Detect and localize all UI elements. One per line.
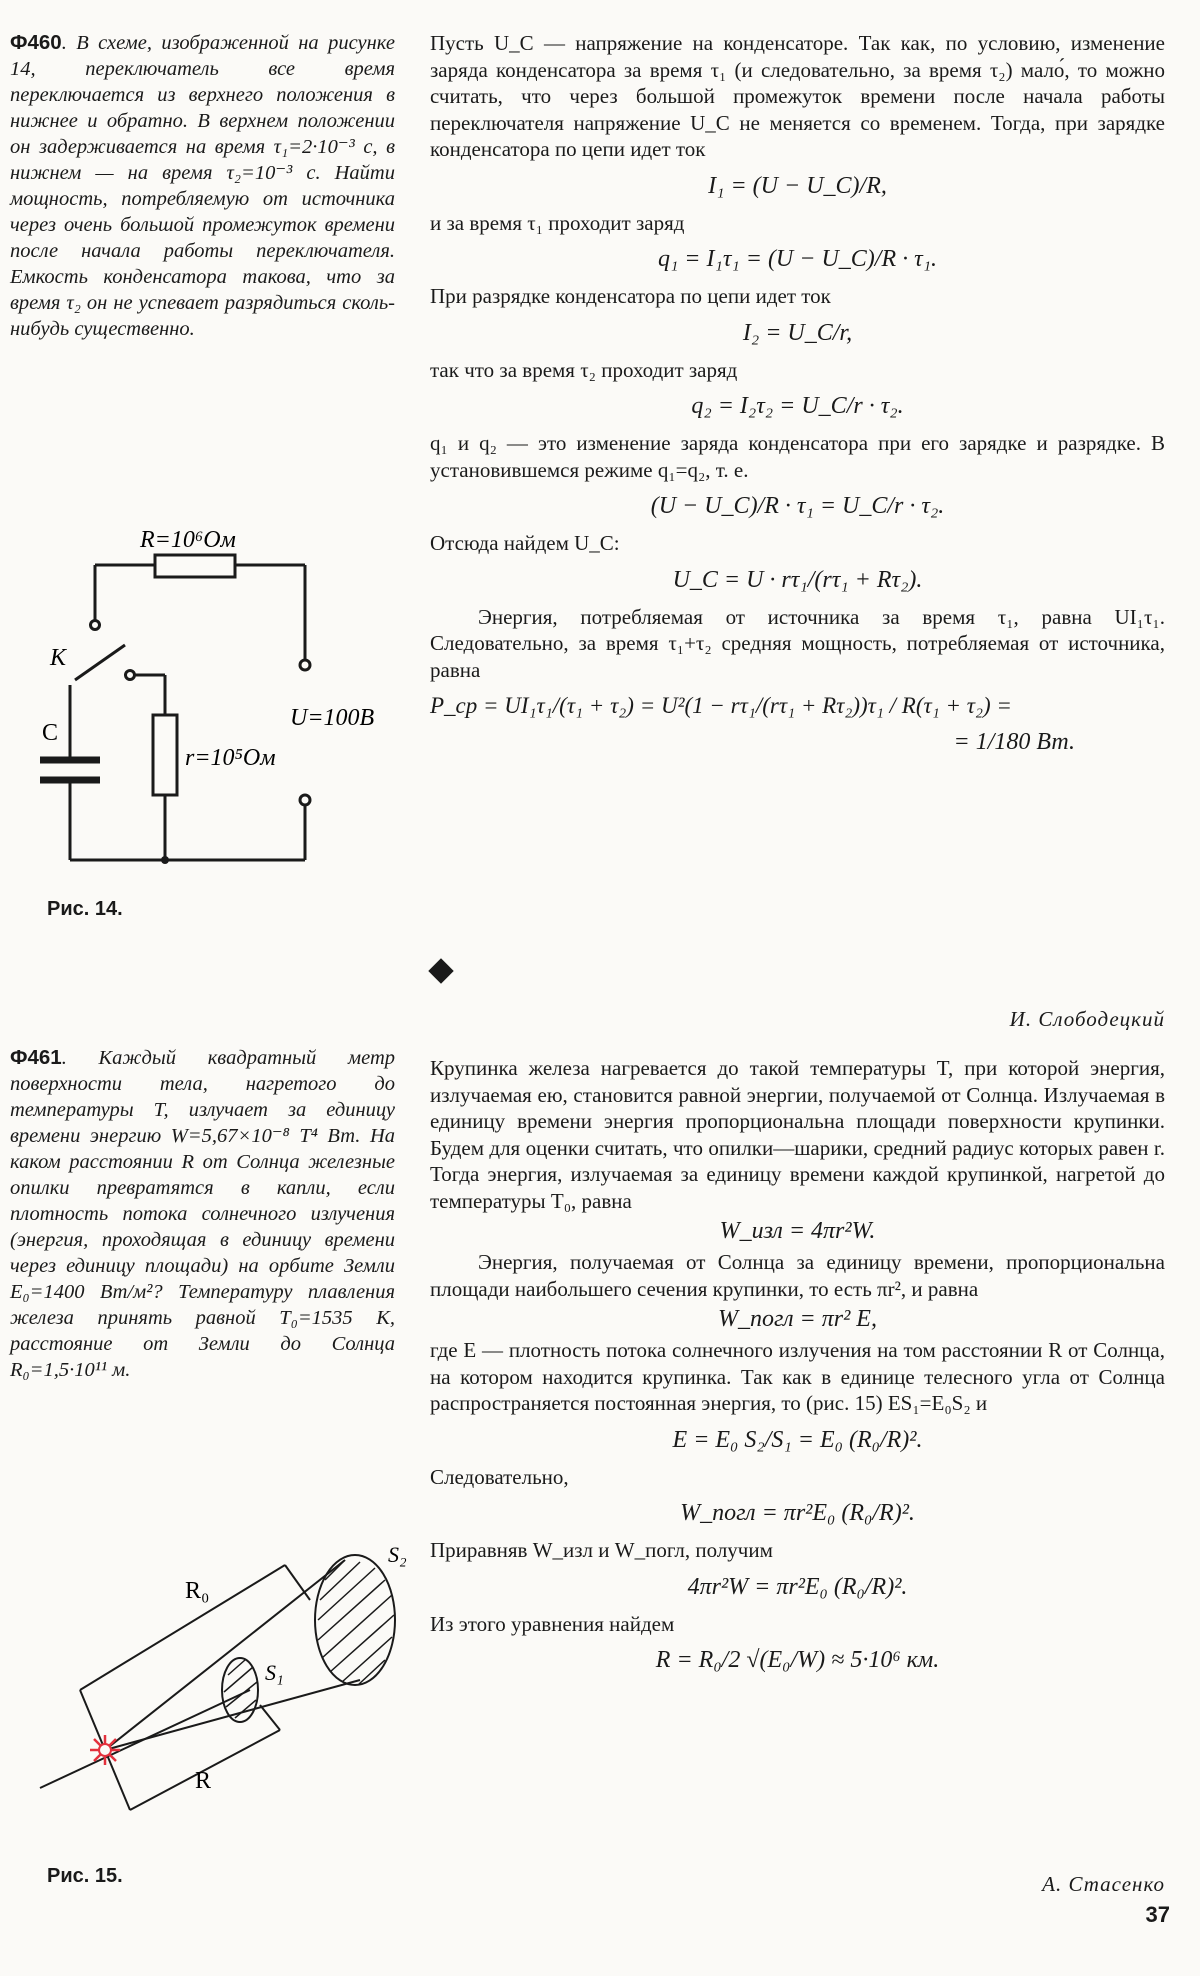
- figure-14-caption: Рис. 14.: [47, 898, 123, 920]
- label-switch: K: [50, 645, 67, 671]
- formula-q1: q₁ = I₁τ₁ = (U − U_C)/R · τ₁.: [657, 246, 938, 272]
- page-number: 37: [1145, 1902, 1170, 1927]
- label-s1: S₁: [265, 1660, 284, 1685]
- author-signature: А. Стасенко: [1042, 1872, 1165, 1896]
- label-s2: S₂: [388, 1542, 407, 1567]
- label-r0: R₀: [185, 1578, 210, 1604]
- formula-e: E = E₀ S₂/S₁ = E₀ (R₀/R)².: [672, 1426, 923, 1453]
- solution-paragraph: Пусть U_C — напряжение на конденсаторе. Так как, по условию, изменение заряда конденсатора за время τ₁ (и следовательно, за время τ₂) мало́, то можно считать, что через большой промежуток времени после начала работы переключателя напряжение U_C не меняется со временем. Тогда, при зарядке конденсатора по цепи идет ток: [430, 31, 1165, 161]
- solution-paragraph: Крупинка железа нагревается до такой температуры T, при которой энергия, излучаемая ею, становится равной энергии, получаемой от Солнца. Излучаемая в единицу времени энергия пропорциональна площади поверхности крупинки. Будем для оценки считать, что опилки—шарики, средний радиус которых равен r. Тогда энергия, излучаемая за единицу времени каждой крупинкой, нагретой до температуры T₀, равна: [430, 1056, 1165, 1213]
- problem-text: . В схеме, изображенной на рисунке 14, переключатель все время переключается из верхнего положения в нижнее и обратно. В верхнем положении он задерживается на время τ₁=2·10⁻³ с, в нижнем — на время τ₂=10⁻³ с. Найти мощность, потребляемую от источника через очень большой промежуток времени после начала работы переключателя. Емкость конденсатора такова, что за время τ₂ он не успевает разрядиться сколь-нибудь существенно.: [10, 32, 395, 340]
- circuit-diagram: [20, 515, 375, 875]
- label-capacitor: C: [42, 720, 59, 746]
- formula-balance: (U − U_C)/R · τ₁ = U_C/r · τ₂.: [650, 493, 945, 519]
- solution-paragraph: Приравняв W_изл и W_погл, получим: [430, 1538, 773, 1562]
- solution-paragraph: Энергия, потребляемая от источника за время τ₁, равна UI₁τ₁. Следовательно, за время τ₁+τ₂ средняя мощность, потребляемая от источника, равна: [430, 604, 1165, 682]
- formula-r-result: R = R₀/2 √(E₀/W) ≈ 5·10⁶ км.: [655, 1647, 940, 1673]
- solution-paragraph: и за время τ₁ проходит заряд: [430, 210, 685, 235]
- solution-paragraph: где E — плотность потока солнечного излучения на том расстоянии R от Солнца, на котором находится крупинка. Так как в единице телесного угла от Солнца распространяется постоянная энергия, то (рис. 15) ES₁=E₀S₂ и: [430, 1338, 1165, 1415]
- figure-15-caption: Рис. 15.: [47, 1865, 123, 1887]
- solution-paragraph: q₁ и q₂ — это изменение заряда конденсатора при его зарядке и разрядке. В установившемся режиме q₁=q₂, т. е.: [430, 431, 1165, 482]
- formula-i1: I₁ = (U − U_C)/R,: [708, 172, 887, 199]
- problem-460-solution: [430, 30, 1165, 766]
- problem-number: Ф460: [10, 31, 62, 54]
- label-r-big: R=10⁶Ом: [140, 527, 236, 553]
- solution-paragraph: Следовательно,: [430, 1464, 569, 1489]
- formula-power: P_ср = UI₁τ₁/(τ₁ + τ₂) = U²(1 − rτ₁/(rτ₁ + Rτ₂))τ₁ / R(τ₁ + τ₂) =: [430, 693, 1012, 718]
- formula-uc: U_C = U · rτ₁/(rτ₁ + Rτ₂).: [672, 566, 923, 593]
- formula-power-result: = 1/180 Вт.: [953, 729, 1075, 755]
- problem-text: . Каждый квадратный метр поверхности тела, нагретого до температуры T, излучает за единицу времени энергию W=5,67×10⁻⁸ T⁴ Вт. На каком расстоянии R от Солнца железные опилки превратятся в капли, если плотность потока солнечного излучения (энергия, проходящая в единицу времени через единицу площади) на орбите Земли E₀=1400 Вт/м²? Температуру плавления железа принять равной T₀=1535 К, расстояние от Земли до Солнца R₀=1,5·10¹¹ м.: [10, 1047, 395, 1381]
- label-r-small: r=10⁵Ом: [185, 745, 276, 771]
- section-separator-diamond: [428, 958, 453, 983]
- solution-paragraph: так что за время τ₂ проходит заряд: [430, 357, 738, 382]
- problem-number: Ф461: [10, 1046, 62, 1069]
- solution-paragraph: Энергия, получаемая от Солнца за единицу времени, пропорциональна площади наибольшего сечения крупинки, то есть πr², и равна: [430, 1250, 1165, 1301]
- formula-equation: 4πr²W = πr²E₀ (R₀/R)².: [687, 1573, 908, 1600]
- solution-paragraph: Отсюда найдем U_C:: [430, 531, 620, 555]
- solution-paragraph: При разрядке конденсатора по цепи идет ток: [430, 284, 831, 308]
- problem-460-statement: [10, 30, 395, 342]
- problem-461-solution: [430, 1055, 1165, 1684]
- cone-diagram: [40, 1540, 440, 1860]
- problem-461-statement: [10, 1045, 395, 1383]
- author-signature: И. Слободецкий: [1009, 1007, 1165, 1031]
- solution-paragraph: Из этого уравнения найдем: [430, 1611, 675, 1636]
- formula-i2: I₂ = U_C/r,: [742, 319, 853, 346]
- label-voltage: U=100В: [290, 705, 375, 731]
- label-r: R: [195, 1768, 212, 1794]
- formula-w-rad: W_изл = 4πr²W.: [719, 1218, 876, 1244]
- formula-w-abs-2: W_погл = πr²E₀ (R₀/R)².: [680, 1500, 915, 1526]
- formula-q2: q₂ = I₂τ₂ = U_C/r · τ₂.: [691, 393, 904, 419]
- formula-w-abs: W_погл = πr² E,: [718, 1306, 877, 1332]
